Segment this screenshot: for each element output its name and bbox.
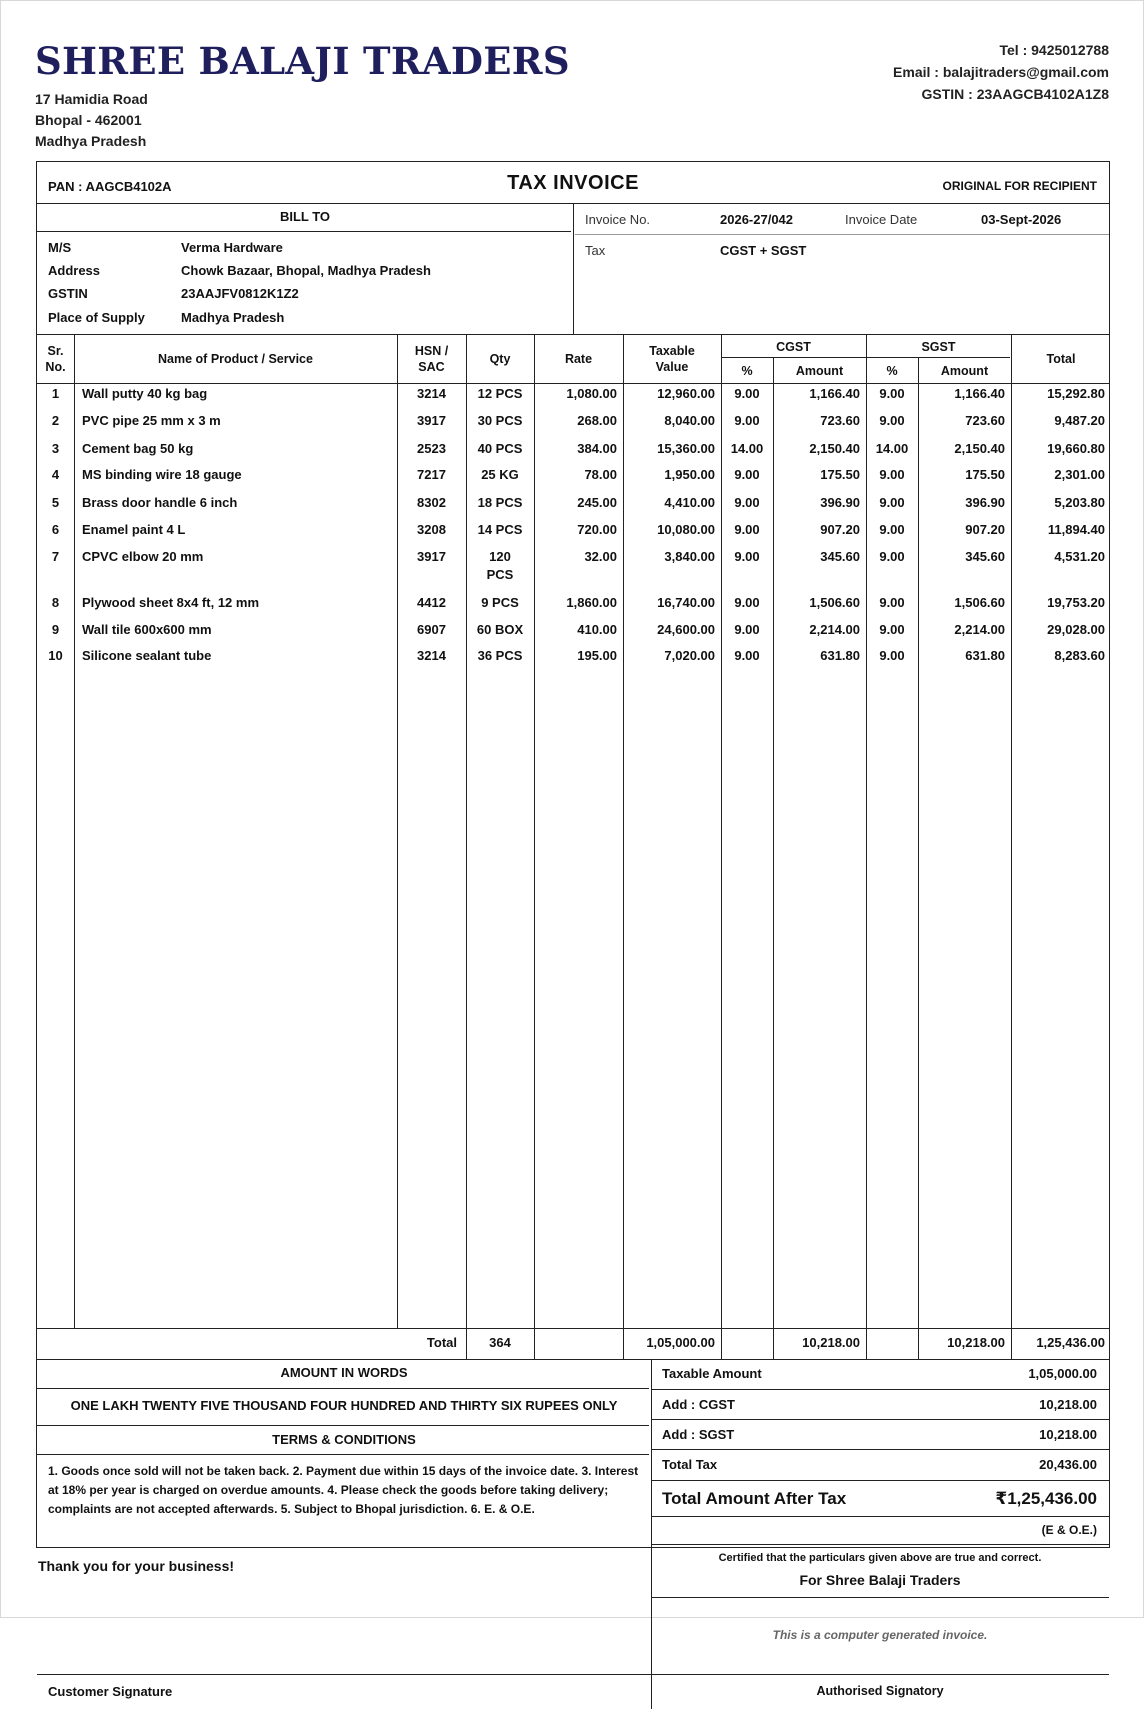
item-total: 29,028.00 (1047, 622, 1105, 637)
item-sgst-amt: 396.90 (965, 495, 1005, 510)
item-name: Brass door handle 6 inch (82, 495, 238, 510)
taxable-amount-label: Taxable Amount (662, 1366, 762, 1381)
item-total: 11,894.40 (1047, 522, 1105, 537)
invoice-date-label: Invoice Date (845, 212, 918, 227)
grand-total: ₹1,25,436.00 (995, 1489, 1097, 1508)
item-total: 9,487.20 (1054, 413, 1105, 428)
item-sr: 4 (51, 467, 60, 482)
item-taxable: 24,600.00 (657, 622, 715, 637)
divider (721, 357, 1010, 358)
totals-label: Total (426, 1335, 457, 1350)
item-qty: 12 PCS (477, 386, 523, 401)
item-total: 19,753.20 (1047, 595, 1105, 610)
col-sgst-amount: Amount (940, 364, 989, 378)
item-sgst-amt: 1,506.60 (954, 595, 1005, 610)
item-cgst-pct: 9.00 (734, 622, 760, 637)
item-name: Wall tile 600x600 mm (82, 622, 212, 637)
document-title: TAX INVOICE (507, 172, 639, 194)
item-name: PVC pipe 25 mm x 3 m (82, 413, 221, 428)
item-name: Silicone sealant tube (82, 648, 212, 663)
item-cgst-pct: 9.00 (734, 522, 760, 537)
item-taxable: 1,950.00 (664, 467, 715, 482)
item-qty (466, 548, 534, 584)
divider (651, 1449, 1109, 1450)
item-name: Enamel paint 4 L (82, 522, 186, 537)
item-cgst-amt: 345.60 (820, 549, 860, 564)
column-line (623, 334, 624, 1359)
item-total: 8,283.60 (1054, 648, 1105, 663)
item-taxable: 15,360.00 (657, 441, 715, 456)
item-name: Wall putty 40 kg bag (82, 386, 208, 401)
item-sgst-pct: 9.00 (879, 413, 905, 428)
col-hsn-line1: HSN / (414, 344, 449, 358)
gstin-label: GSTIN (48, 286, 88, 301)
item-cgst-pct: 9.00 (734, 648, 760, 663)
item-sgst-pct: 9.00 (879, 495, 905, 510)
divider (37, 1388, 649, 1389)
item-sgst-amt: 175.50 (965, 467, 1005, 482)
col-cgst: CGST (776, 340, 811, 354)
item-taxable: 4,410.00 (664, 495, 715, 510)
company-tel: Tel : 9425012788 (999, 42, 1109, 58)
taxable-amount: 1,05,000.00 (1028, 1366, 1097, 1381)
item-hsn: 7217 (417, 467, 446, 482)
item-total: 15,292.80 (1047, 386, 1105, 401)
item-cgst-amt: 723.60 (820, 413, 860, 428)
column-line (1011, 334, 1012, 1359)
item-qty-line2: PCS (486, 567, 514, 582)
item-cgst-pct: 9.00 (734, 595, 760, 610)
item-cgst-amt: 396.90 (820, 495, 860, 510)
tax-type: CGST + SGST (720, 243, 807, 258)
pan-number: PAN : AAGCB4102A (48, 179, 172, 194)
item-cgst-amt: 2,150.40 (809, 441, 860, 456)
divider (651, 1597, 1109, 1598)
terms-title: TERMS & CONDITIONS (272, 1432, 416, 1447)
item-sgst-pct: 14.00 (875, 441, 909, 456)
item-qty-line1: 120 (489, 549, 511, 564)
authorised-signatory: Authorised Signatory (816, 1684, 944, 1698)
divider (37, 1328, 1109, 1329)
item-qty: 9 PCS (481, 595, 519, 610)
item-hsn: 8302 (417, 495, 446, 510)
bill-to-title: BILL TO (279, 209, 331, 224)
item-qty: 30 PCS (477, 413, 523, 428)
divider (651, 1544, 1109, 1545)
divider (37, 334, 1109, 335)
item-cgst-amt: 907.20 (820, 522, 860, 537)
item-cgst-amt: 1,166.40 (809, 386, 860, 401)
divider (651, 1516, 1109, 1517)
item-rate: 32.00 (584, 549, 617, 564)
computer-generated-note: This is a computer generated invoice. (772, 1628, 988, 1642)
address-line: Madhya Pradesh (35, 133, 147, 149)
cgst-amount: 10,218.00 (1039, 1397, 1097, 1412)
col-cgst-amount: Amount (795, 364, 844, 378)
amount-words-title: AMOUNT IN WORDS (280, 1365, 408, 1380)
divider (37, 231, 571, 232)
grand-total-label: Total Amount After Tax (662, 1489, 847, 1508)
item-sr: 8 (51, 595, 60, 610)
total-tax: 20,436.00 (1039, 1457, 1097, 1472)
item-hsn: 4412 (417, 595, 446, 610)
item-name: Cement bag 50 kg (82, 441, 194, 456)
item-cgst-pct: 9.00 (734, 413, 760, 428)
item-cgst-pct: 9.00 (734, 386, 760, 401)
item-sr: 6 (51, 522, 60, 537)
address-line: 17 Hamidia Road (35, 91, 148, 107)
item-sgst-pct: 9.00 (879, 386, 905, 401)
item-cgst-amt: 1,506.60 (809, 595, 860, 610)
item-rate: 1,860.00 (566, 595, 617, 610)
divider (37, 1425, 649, 1426)
company-address (35, 89, 148, 152)
column-line (466, 334, 467, 1359)
divider (651, 1389, 1109, 1390)
item-sgst-amt: 2,150.40 (954, 441, 1005, 456)
item-rate: 78.00 (584, 467, 617, 482)
item-sr: 2 (51, 413, 60, 428)
col-taxable-line2: Value (655, 360, 689, 374)
item-rate: 1,080.00 (566, 386, 617, 401)
item-sr: 1 (51, 386, 60, 401)
invoice-no-label: Invoice No. (585, 212, 651, 227)
item-qty: 60 BOX (476, 622, 524, 637)
item-sgst-pct: 9.00 (879, 522, 905, 537)
item-taxable: 10,080.00 (657, 522, 715, 537)
place-of-supply: Madhya Pradesh (181, 310, 285, 325)
item-cgst-amt: 2,214.00 (809, 622, 860, 637)
item-taxable: 7,020.00 (664, 648, 715, 663)
divider (651, 1419, 1109, 1420)
item-sgst-pct: 9.00 (879, 595, 905, 610)
item-rate: 384.00 (577, 441, 617, 456)
total-cgst: 10,218.00 (802, 1335, 860, 1350)
item-sr: 10 (48, 648, 63, 663)
item-qty: 40 PCS (477, 441, 523, 456)
divider (37, 1359, 1109, 1360)
item-hsn: 3214 (417, 648, 446, 663)
item-name: MS binding wire 18 gauge (82, 467, 242, 482)
item-total: 5,203.80 (1054, 495, 1105, 510)
address-line: Bhopal - 462001 (35, 112, 142, 128)
company-email: Email : balajitraders@gmail.com (893, 64, 1109, 80)
col-sr-line2: No. (45, 360, 66, 374)
item-cgst-pct: 9.00 (734, 495, 760, 510)
col-total: Total (1046, 352, 1076, 366)
terms-text: 1. Goods once sold will not be taken back. 2. Payment due within 15 days of the invoice date. 3. Interest at 18% per year is charged on overdue amounts. 4. Please check the goods before taking delivery; complaints are not accepted afterwards. 5. Subject to Bhopal jurisdiction. 6. E. & O.E. (48, 1464, 639, 1516)
item-hsn: 3214 (417, 386, 446, 401)
sgst-amount: 10,218.00 (1039, 1427, 1097, 1442)
item-total: 19,660.80 (1047, 441, 1105, 456)
item-sgst-pct: 9.00 (879, 622, 905, 637)
col-sr-line1: Sr. (47, 344, 64, 358)
total-taxable: 1,05,000.00 (646, 1335, 715, 1350)
place-of-supply-label: Place of Supply (48, 310, 145, 325)
column-line (74, 334, 75, 1328)
column-line (534, 334, 535, 1359)
invoice-date: 03-Sept-2026 (981, 212, 1062, 227)
column-line (866, 334, 867, 1359)
item-total: 4,531.20 (1054, 549, 1105, 564)
item-taxable: 16,740.00 (657, 595, 715, 610)
item-qty: 25 KG (481, 467, 519, 482)
item-qty: 36 PCS (477, 648, 523, 663)
item-name: CPVC elbow 20 mm (82, 549, 204, 564)
tax-label: Tax (585, 243, 606, 258)
divider (37, 1454, 649, 1455)
column-line (721, 334, 722, 1359)
col-hsn-line2: SAC (418, 360, 445, 374)
company-name: SHREE BALAJI TRADERS (35, 39, 570, 83)
item-rate: 410.00 (577, 622, 617, 637)
item-sgst-amt: 723.60 (965, 413, 1005, 428)
item-taxable: 8,040.00 (664, 413, 715, 428)
col-sgst-pct: % (886, 364, 898, 378)
col-name: Name of Product / Service (158, 352, 313, 366)
for-company: For Shree Balaji Traders (799, 1572, 961, 1588)
invoice-no: 2026-27/042 (720, 212, 794, 227)
item-cgst-amt: 631.80 (820, 648, 860, 663)
item-rate: 720.00 (577, 522, 617, 537)
item-sgst-amt: 907.20 (965, 522, 1005, 537)
divider (37, 1674, 1109, 1675)
total-tax-label: Total Tax (662, 1457, 718, 1472)
item-cgst-amt: 175.50 (820, 467, 860, 482)
company-gstin: GSTIN : 23AAGCB4102A1Z8 (921, 86, 1109, 102)
certification-text: Certified that the particulars given above are true and correct. (718, 1552, 1042, 1564)
total-qty: 364 (489, 1335, 511, 1350)
item-sgst-pct: 9.00 (879, 549, 905, 564)
item-sr: 3 (51, 441, 60, 456)
item-cgst-pct: 9.00 (734, 467, 760, 482)
copy-label: ORIGINAL FOR RECIPIENT (942, 179, 1097, 193)
item-sr: 7 (51, 549, 60, 564)
divider (575, 234, 1109, 235)
item-sr: 5 (51, 495, 60, 510)
item-taxable: 3,840.00 (664, 549, 715, 564)
customer-signature: Customer Signature (48, 1684, 173, 1699)
sgst-label: Add : SGST (662, 1427, 735, 1442)
company-contact (893, 39, 1109, 105)
item-taxable: 12,960.00 (657, 386, 715, 401)
item-hsn: 2523 (417, 441, 446, 456)
col-taxable (623, 343, 721, 375)
item-hsn: 6907 (417, 622, 446, 637)
item-sgst-amt: 1,166.40 (954, 386, 1005, 401)
item-name: Plywood sheet 8x4 ft, 12 mm (82, 595, 260, 610)
item-sgst-pct: 9.00 (879, 467, 905, 482)
amount-in-words: ONE LAKH TWENTY FIVE THOUSAND FOUR HUNDRED AND THIRTY SIX RUPEES ONLY (70, 1398, 618, 1413)
item-sgst-amt: 345.60 (965, 549, 1005, 564)
item-cgst-pct: 9.00 (734, 549, 760, 564)
col-rate: Rate (564, 352, 593, 366)
col-sr (37, 343, 74, 375)
ms-label: M/S (48, 240, 72, 255)
customer-name: Verma Hardware (181, 240, 283, 255)
item-sgst-pct: 9.00 (879, 648, 905, 663)
item-rate: 245.00 (577, 495, 617, 510)
item-hsn: 3917 (417, 549, 446, 564)
divider (573, 203, 574, 334)
cgst-label: Add : CGST (662, 1397, 735, 1412)
item-sr: 9 (51, 622, 60, 637)
item-qty: 18 PCS (477, 495, 523, 510)
item-rate: 195.00 (577, 648, 617, 663)
item-sgst-amt: 631.80 (965, 648, 1005, 663)
total-amount: 1,25,436.00 (1036, 1335, 1105, 1350)
address-label: Address (48, 263, 101, 278)
item-hsn: 3208 (417, 522, 446, 537)
col-sgst: SGST (921, 340, 956, 354)
total-sgst: 10,218.00 (947, 1335, 1005, 1350)
customer-address: Chowk Bazaar, Bhopal, Madhya Pradesh (181, 263, 431, 278)
col-taxable-line1: Taxable (649, 344, 695, 358)
item-sgst-amt: 2,214.00 (954, 622, 1005, 637)
eoe-note: (E & O.E.) (1041, 1523, 1097, 1537)
col-hsn (397, 343, 466, 375)
item-total: 2,301.00 (1054, 467, 1105, 482)
col-qty: Qty (489, 352, 511, 366)
divider (651, 1480, 1109, 1481)
thank-you-note: Thank you for your business! (38, 1558, 235, 1574)
col-cgst-pct: % (741, 364, 753, 378)
item-qty: 14 PCS (477, 522, 523, 537)
item-hsn: 3917 (417, 413, 446, 428)
divider (37, 383, 1109, 384)
item-rate: 268.00 (577, 413, 617, 428)
item-cgst-pct: 14.00 (730, 441, 764, 456)
divider (651, 1359, 652, 1709)
customer-gstin: 23AAJFV0812K1Z2 (181, 286, 299, 301)
